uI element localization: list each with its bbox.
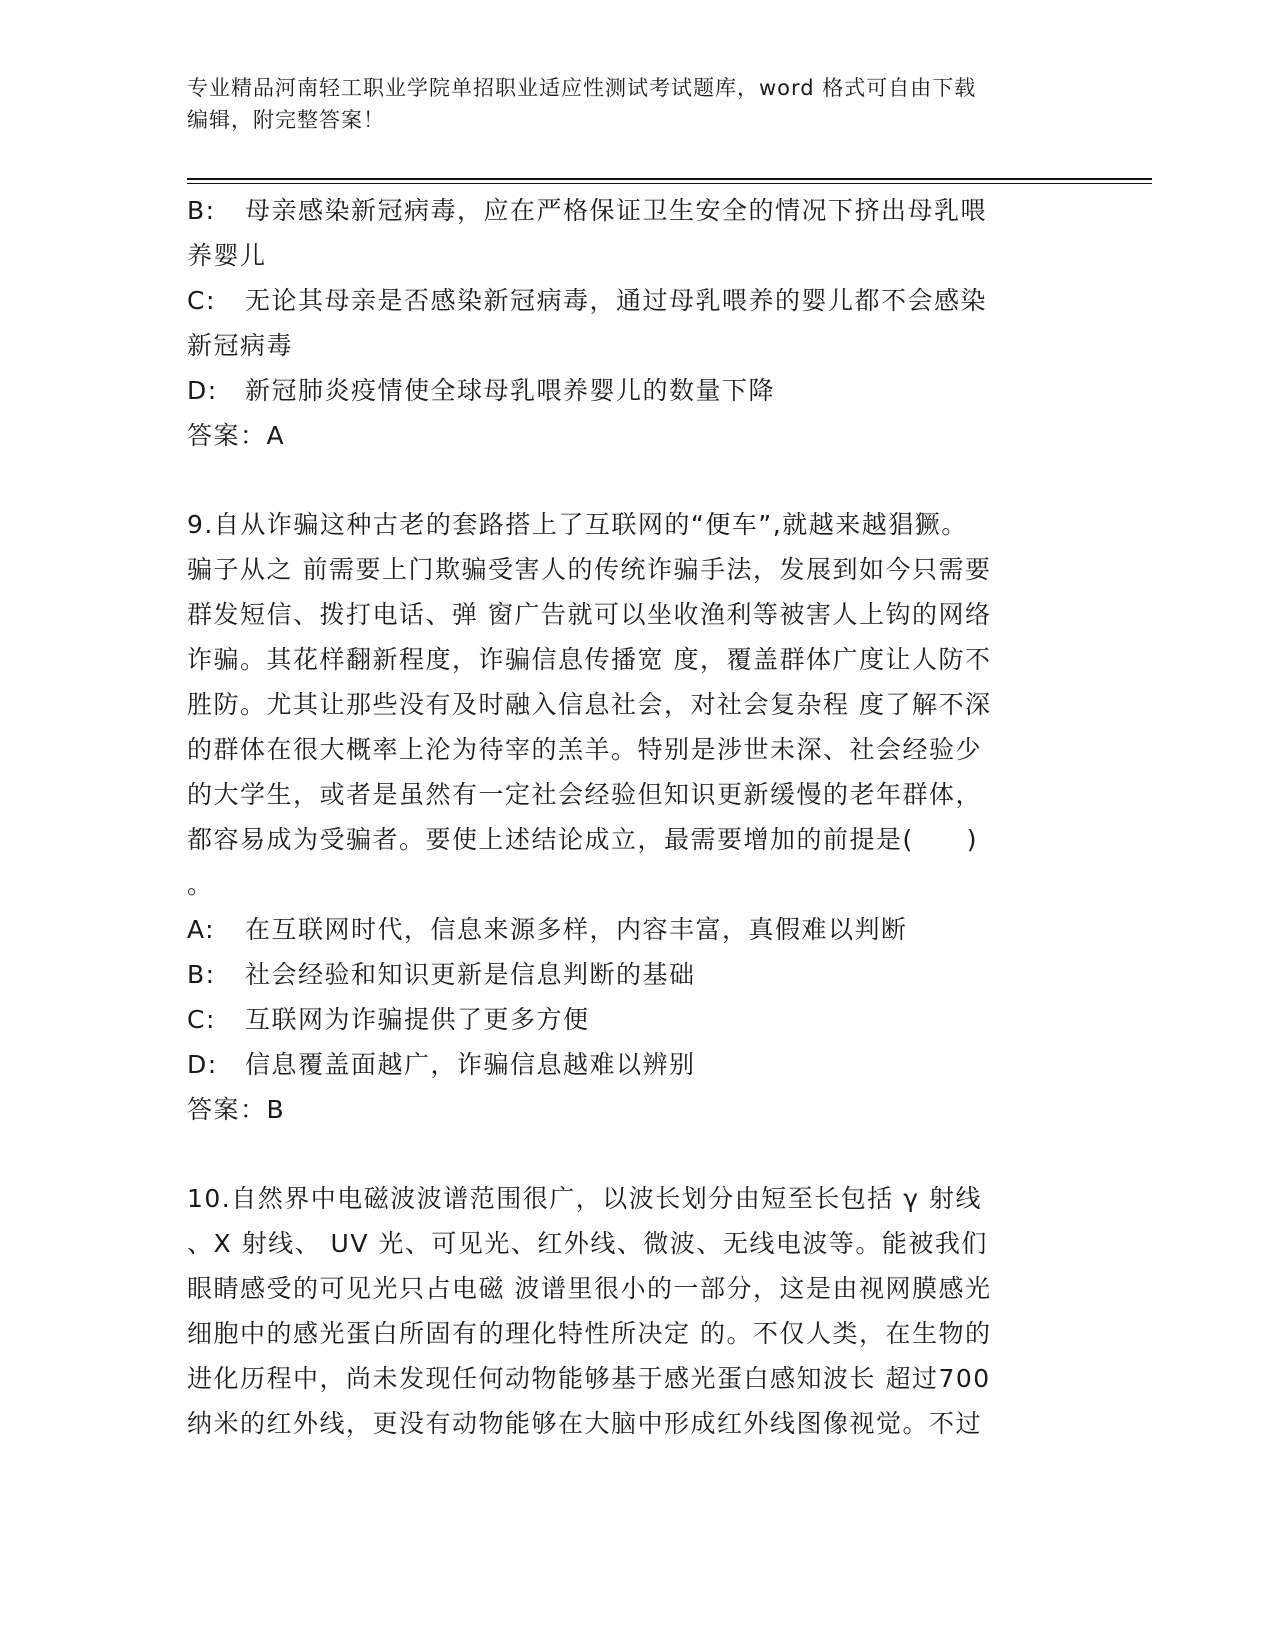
option-text: 无论其母亲是否感染新冠病毒，通过母乳喂养的婴儿都不会感染 — [245, 286, 988, 315]
question-stem-line: 胜防。尤其让那些没有及时融入信息社会，对社会复杂程 度了解不深 — [187, 690, 992, 719]
question-10 — [187, 1176, 1087, 1446]
header-line-2: 编辑，附完整答案！ — [187, 108, 385, 132]
option-text: 社会经验和知识更新是信息判断的基础 — [245, 960, 696, 989]
question-stem-line: 纳米的红外线，更没有动物能够在大脑中形成红外线图像视觉。不过 — [187, 1409, 983, 1438]
option-label: D: — [187, 376, 218, 405]
option-c-continued: 新冠病毒 — [187, 331, 294, 360]
option-label: C: — [187, 1005, 216, 1034]
option-b-continued: 养婴儿 — [187, 241, 267, 270]
option-b — [187, 188, 1087, 233]
option-label: B: — [187, 196, 216, 225]
question-stem-line: 9.自从诈骗这种古老的套路搭上了互联网的“便车”,就越来越猖獗。 — [187, 510, 968, 539]
header-line-1: 专业精品河南轻工职业学院单招职业适应性测试考试题库，word 格式可自由下载 — [187, 76, 977, 100]
question-stem-line: 进化历程中，尚未发现任何动物能够基于感光蛋白感知波长 超过700 — [187, 1364, 991, 1393]
question-stem-line: 细胞中的感光蛋白所固有的理化特性所决定 的。不仅人类，在生物的 — [187, 1319, 992, 1348]
question-stem-line: 眼睛感受的可见光只占电磁 波谱里很小的一部分，这是由视网膜感光 — [187, 1274, 992, 1303]
option-text: 母亲感染新冠病毒，应在严格保证卫生安全的情况下挤出母乳喂 — [245, 196, 988, 225]
header-divider-thin — [187, 183, 1152, 184]
option-label: C: — [187, 286, 216, 315]
question-stem-line: 诈骗。其花样翻新程度，诈骗信息传播宽 度，覆盖群体广度让人防不 — [187, 645, 992, 674]
answer-q8: 答案：A — [187, 421, 286, 450]
option-text: 信息覆盖面越广，诈骗信息越难以辨别 — [245, 1050, 696, 1079]
question-stem-line: 、X 射线、 UV 光、可见光、红外线、微波、无线电波等。能被我们 — [187, 1229, 988, 1258]
option-text: 互联网为诈骗提供了更多方便 — [245, 1005, 590, 1034]
option-text: 新冠肺炎疫情使全球母乳喂养婴儿的数量下降 — [245, 376, 776, 405]
question-9 — [187, 502, 1087, 1132]
option-label: A: — [187, 915, 216, 944]
option-label: D: — [187, 1050, 218, 1079]
question-stem-line: 群发短信、拨打电话、弹 窗广告就可以坐收渔利等被害人上钩的网络 — [187, 600, 992, 629]
question-stem-line: 骗子从之 前需要上门欺骗受害人的传统诈骗手法，发展到如今只需要 — [187, 555, 992, 584]
option-c — [187, 278, 1087, 323]
question-stem-line: 的群体在很大概率上沦为待宰的羔羊。特别是涉世未深、社会经验少 — [187, 735, 983, 764]
header-divider-thick — [187, 178, 1152, 180]
question-stem-line: 10.自然界中电磁波波谱范围很广，以波长划分由短至长包括 γ 射线 — [187, 1184, 982, 1213]
option-c — [187, 997, 1087, 1042]
option-d — [187, 1042, 1087, 1087]
option-b — [187, 952, 1087, 997]
question-stem-line: 。 — [187, 870, 214, 899]
question-stem-line: 的大学生，或者是虽然有一定社会经验但知识更新缓慢的老年群体， — [187, 780, 983, 809]
option-d — [187, 368, 1087, 413]
page-header — [187, 72, 1067, 136]
option-text: 在互联网时代，信息来源多样，内容丰富，真假难以判断 — [245, 915, 908, 944]
option-label: B: — [187, 960, 216, 989]
answer-q9: 答案：B — [187, 1095, 286, 1124]
option-a — [187, 907, 1087, 952]
document-body — [187, 188, 1087, 1446]
question-8-options — [187, 188, 1087, 458]
question-stem-line: 都容易成为受骗者。要使上述结论成立，最需要增加的前提是( ) — [187, 825, 979, 854]
